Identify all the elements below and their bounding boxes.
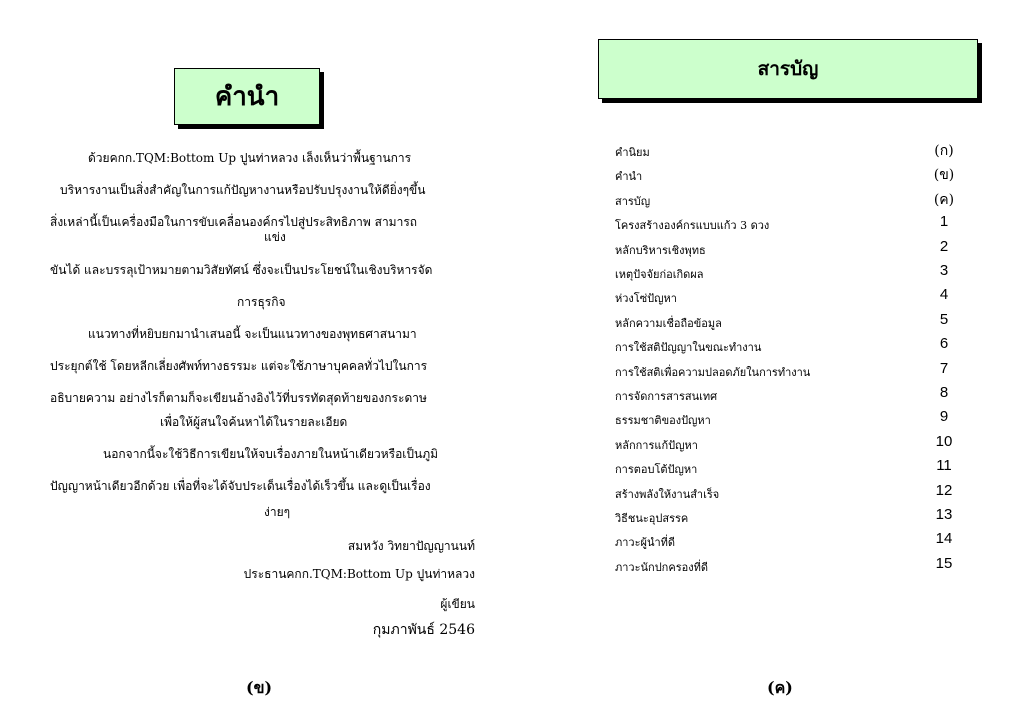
toc-title bbox=[598, 39, 978, 99]
intro-line: ประยุกต์ใช้ โดยหลีกเลี่ยงศัพท์ทางธรรมะ แต่จะใช้ภาษาบุคคลทั่วไปในการ bbox=[50, 359, 428, 373]
page-label-left: (ข) bbox=[246, 678, 273, 697]
toc-item-label: หลักการแก้ปัญหา bbox=[615, 438, 698, 452]
intro-line: แข่ง bbox=[264, 230, 286, 244]
intro-line: นอกจากนี้จะใช้วิธีการเขียนให้จบเรื่องภายในหน้าเดียวหรือเป็นภูมิ bbox=[103, 447, 439, 461]
toc-item-page: (ข) bbox=[933, 167, 955, 184]
toc-item bbox=[615, 335, 955, 355]
toc-item-page: (ก) bbox=[934, 143, 954, 159]
toc-item-label: การจัดการสารสนเทศ bbox=[615, 390, 718, 403]
toc-item-label: การใช้สติเพื่อความปลอดภัยในการทำงาน bbox=[615, 365, 811, 379]
toc-item-page: 15 bbox=[935, 554, 953, 572]
toc-item bbox=[615, 433, 955, 453]
toc-item-label: วิธีชนะอุปสรรค bbox=[615, 512, 689, 525]
toc-item bbox=[615, 408, 955, 428]
toc-item bbox=[615, 189, 955, 209]
toc-item-page: 10 bbox=[935, 432, 953, 450]
intro-line: ปัญญาหน้าเดียวอีกด้วย เพื่อที่จะได้จับประเด็นเรื่องได้เร็วขึ้น และดูเป็นเรื่อง bbox=[50, 479, 431, 493]
signature-date: กุมภาพันธ์ 2546 bbox=[372, 622, 475, 638]
toc-item-page: 7 bbox=[939, 359, 949, 377]
intro-line: ง่ายๆ bbox=[264, 505, 291, 519]
signature-name: สมหวัง วิทยาปัญญานนท์ bbox=[347, 539, 475, 553]
intro-line: ด้วยคกก.TQM:Bottom Up ปูนท่าหลวง เล็งเห็นว่าพื้นฐานการ bbox=[88, 151, 412, 165]
toc-item-label: การตอบโต้ปัญหา bbox=[615, 463, 698, 477]
toc-item-label: การใช้สติปัญญาในขณะทำงาน bbox=[615, 341, 762, 355]
intro-title-text: คำนำ bbox=[214, 82, 280, 112]
toc-item-page: 9 bbox=[939, 408, 949, 426]
toc-item-page: 4 bbox=[939, 286, 949, 304]
toc-item-page: 11 bbox=[936, 457, 952, 475]
toc-item-page: 12 bbox=[935, 481, 953, 499]
intro-line: บริหารงานเป็นสิ่งสำคัญในการแก้ปัญหางานหรือปรับปรุงงานให้ดียิ่งๆขึ้น bbox=[60, 183, 426, 197]
signature-role: ผู้เขียน bbox=[440, 597, 475, 611]
intro-line: อธิบายความ อย่างไรก็ตามก็จะเขียนอ้างอิงไว้ที่บรรทัดสุดท้ายของกระดาษ bbox=[50, 391, 427, 405]
toc-item bbox=[615, 262, 955, 282]
intro-line: ขันได้ และบรรลุเป้าหมายตามวิสัยทัศน์ ซึ่งจะเป็นประโยชน์ในเชิงบริหารจัด bbox=[50, 263, 433, 277]
toc-item bbox=[615, 286, 955, 306]
toc-item bbox=[615, 555, 955, 575]
toc-item-page: 1 bbox=[939, 213, 949, 231]
toc-item-label: โครงสร้างองค์กรแบบแก้ว 3 ดวง bbox=[615, 219, 770, 233]
intro-title bbox=[174, 68, 320, 125]
intro-line: แนวทางที่หยิบยกมานำเสนอนี้ จะเป็นแนวทางของพุทธศาสนามา bbox=[88, 327, 417, 341]
toc-item-page: 13 bbox=[935, 506, 953, 523]
intro-line: การธุรกิจ bbox=[237, 295, 286, 309]
toc-item-page: 5 bbox=[939, 310, 949, 328]
toc-item bbox=[615, 457, 955, 477]
toc-item bbox=[615, 360, 955, 380]
toc-item-page: 8 bbox=[939, 384, 949, 401]
signature-position: ประธานคกก.TQM:Bottom Up ปูนท่าหลวง bbox=[243, 567, 475, 581]
page-label-right: (ค) bbox=[767, 678, 793, 697]
toc-item-label: หลักความเชื่อถือข้อมูล bbox=[615, 316, 722, 330]
toc-item bbox=[615, 140, 955, 160]
toc-item-page: 14 bbox=[935, 530, 953, 548]
toc-item-label: คำนิยม bbox=[615, 146, 650, 159]
toc-item-label: หลักบริหารเชิงพุทธ bbox=[615, 243, 706, 257]
toc-item bbox=[615, 482, 955, 502]
toc-item bbox=[615, 238, 955, 258]
intro-line: เพื่อให้ผู้สนใจค้นหาได้ในรายละเอียด bbox=[160, 415, 348, 429]
toc-item-label: ธรรมชาติของปัญหา bbox=[615, 414, 711, 428]
toc-item-label: เหตุปัจจัยก่อเกิดผล bbox=[615, 268, 704, 281]
intro-line: สิ่งเหล่านี้เป็นเครื่องมือในการขับเคลื่อนองค์กรไปสู่ประสิทธิภาพ สามารถ bbox=[50, 215, 418, 229]
toc-item bbox=[615, 311, 955, 331]
toc-item-label: ภาวะนักปกครองที่ดี bbox=[615, 560, 708, 574]
toc-title-text: สารบัญ bbox=[757, 58, 819, 80]
toc-item-label: ห่วงโซ่ปัญหา bbox=[615, 292, 677, 306]
toc-item-label: สร้างพลังให้งานสำเร็จ bbox=[615, 487, 720, 501]
toc-item-page: (ค) bbox=[933, 191, 955, 208]
toc-item bbox=[615, 506, 955, 526]
toc-item-page: 6 bbox=[939, 335, 949, 353]
toc-item bbox=[615, 530, 955, 550]
toc-item-label: สารบัญ bbox=[615, 194, 651, 208]
toc-item bbox=[615, 384, 955, 404]
toc-item bbox=[615, 213, 955, 233]
toc-item-page: 3 bbox=[939, 262, 949, 279]
toc-item bbox=[615, 164, 955, 184]
toc-item-label: ภาวะผู้นำที่ดี bbox=[615, 536, 676, 550]
toc-item-label: คำนำ bbox=[615, 170, 643, 184]
toc-item-page: 2 bbox=[939, 237, 949, 255]
